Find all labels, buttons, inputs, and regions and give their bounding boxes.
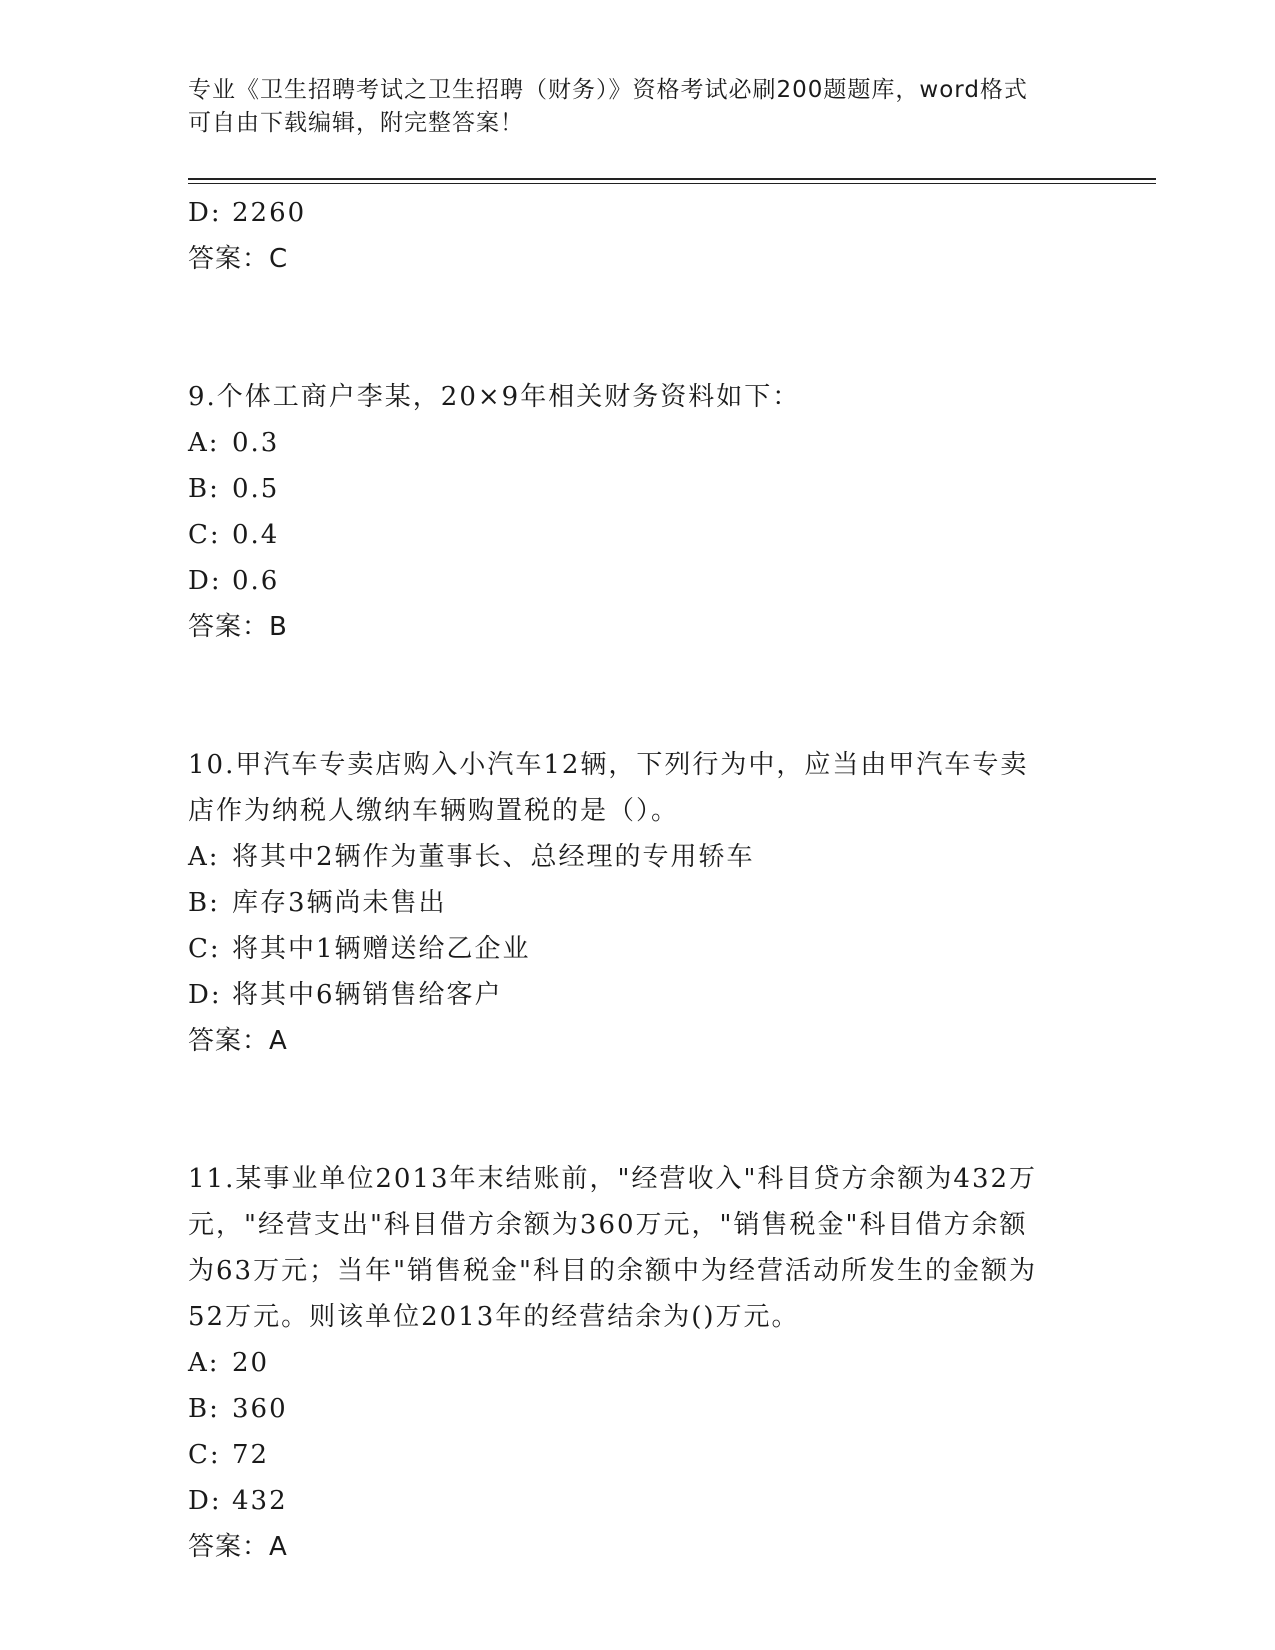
option-b [188,466,1088,512]
option-text: 0.4 [232,520,280,550]
option-label: B: [188,1394,220,1424]
option-text: 360 [232,1394,288,1424]
option-label: D: [188,1486,222,1516]
option-b [188,880,1088,926]
option-text: 将其中6辆销售给客户 [232,980,503,1010]
option-label: C: [188,520,221,550]
option-c [188,1432,1088,1478]
option-a [188,420,1088,466]
option-text: 432 [232,1486,288,1516]
option-d [188,1478,1088,1524]
stem-line: 10.甲汽车专卖店购入小汽车12辆，下列行为中，应当由甲汽车专卖 [188,750,1029,780]
stem-line: 为63万元；当年"销售税金"科目的余额中为经营活动所发生的金额为 [188,1256,1038,1286]
option-text: 将其中2辆作为董事长、总经理的专用轿车 [232,842,755,872]
option-text: 0.6 [232,566,280,596]
option-text: 0.5 [232,474,280,504]
option-text: 0.3 [232,428,280,458]
answer-line: 答案：A [188,1026,288,1056]
option-d [188,558,1088,604]
option-b [188,1386,1088,1432]
option-label: B: [188,474,220,504]
stem-line: 元，"经营支出"科目借方余额为360万元，"销售税金"科目借方余额 [188,1210,1028,1240]
answer-line: 答案：B [188,612,288,642]
option-label: A: [188,1348,220,1378]
stem-line: 店作为纳税人缴纳车辆购置税的是（）。 [188,796,680,826]
option-label: B: [188,888,220,918]
option-c [188,512,1088,558]
option-label: C: [188,934,221,964]
option-text: 2260 [232,198,307,228]
answer-line: 答案：C [188,244,289,274]
question-11-stem [188,1156,1088,1340]
spacer [188,1064,1088,1156]
question-content [188,190,1088,1570]
header-divider-thick [188,178,1156,180]
option-text: 将其中1辆赠送给乙企业 [232,934,531,964]
option-a [188,1340,1088,1386]
option-d [188,972,1088,1018]
option-text: 库存3辆尚未售出 [232,888,447,918]
option-label: D: [188,566,222,596]
header-title-line-1: 专业《卫生招聘考试之卫生招聘（财务）》资格考试必刷200题题库，word格式 [188,77,1028,103]
question-10-stem [188,742,1088,834]
option-a [188,834,1088,880]
option-c [188,926,1088,972]
header-title-line-2: 可自由下载编辑，附完整答案！ [188,110,524,136]
answer-line: 答案：A [188,1532,288,1562]
option-label: A: [188,428,220,458]
question-9-stem: 9.个体工商户李某，20×9年相关财务资料如下： [188,382,801,412]
option-label: D: [188,980,222,1010]
spacer [188,650,1088,742]
stem-line: 52万元。则该单位2013年的经营结余为()万元。 [188,1302,800,1332]
document-header [188,74,1088,140]
option-label: A: [188,842,220,872]
option-text: 72 [232,1440,270,1470]
option-label: D: [188,198,222,228]
header-divider-thin [188,183,1156,184]
option-text: 20 [232,1348,270,1378]
spacer [188,282,1088,374]
option-d [188,190,1088,236]
stem-line: 11.某事业单位2013年末结账前，"经营收入"科目贷方余额为432万 [188,1164,1038,1194]
option-label: C: [188,1440,221,1470]
